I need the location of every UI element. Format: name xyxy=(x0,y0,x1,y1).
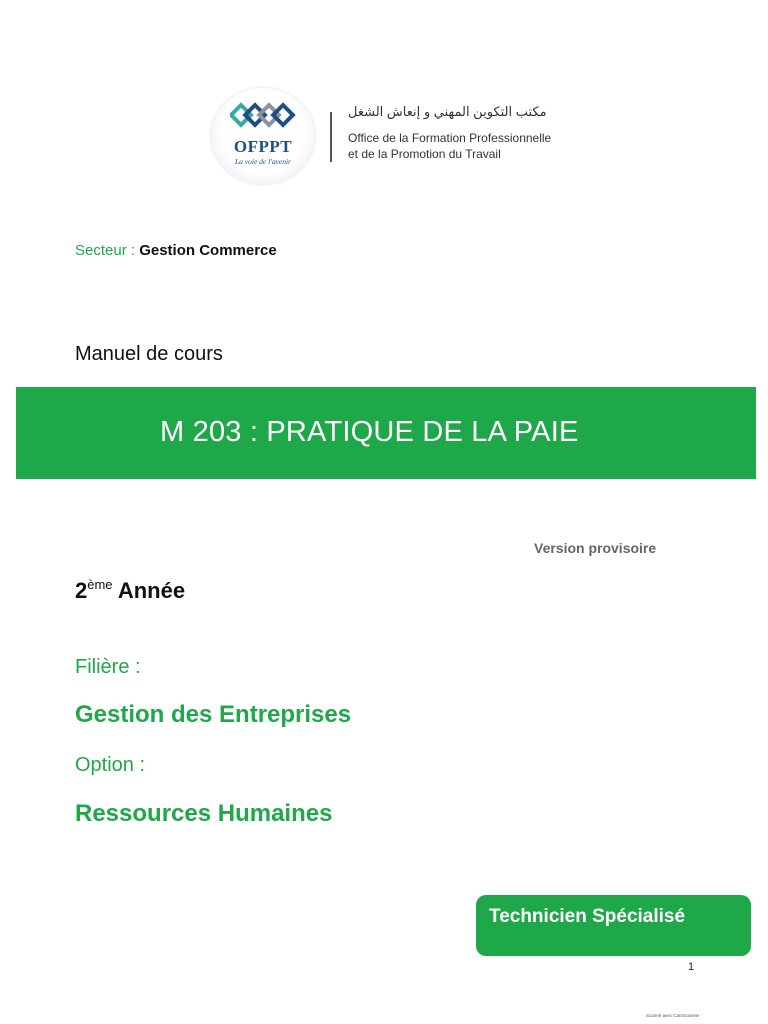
filiere-value: Gestion des Entreprises xyxy=(75,701,352,728)
year-suffix: ème xyxy=(87,577,113,592)
filiere-label: Filière : xyxy=(75,656,141,678)
ofppt-logo-icon xyxy=(230,100,296,134)
module-title: M 203 : PRATIQUE DE LA PAIE xyxy=(160,416,579,448)
secteur-label: Secteur : xyxy=(75,242,136,259)
option-value: Ressources Humaines xyxy=(75,800,333,827)
year-heading xyxy=(75,577,185,604)
logo-word: OFPPT xyxy=(233,137,293,156)
logo-tagline: La voie de l'avenir xyxy=(235,157,291,166)
year-number: 2 xyxy=(75,578,88,603)
year-word: Année xyxy=(117,578,186,603)
option-label: Option : xyxy=(75,754,146,776)
page-number: 1 xyxy=(688,961,695,973)
header-divider xyxy=(330,112,332,162)
level-badge-text: Technicien Spécialisé xyxy=(489,906,686,927)
secteur-line xyxy=(75,242,277,259)
org-name-line2: et de la Promotion du Travail xyxy=(348,147,501,161)
org-name-arabic: مكتب التكوين المهني و إنعاش الشغل xyxy=(348,104,547,119)
org-name-line1: Office de la Formation Professionnelle xyxy=(348,131,552,145)
secteur-value: Gestion Commerce xyxy=(139,242,277,259)
version-note: Version provisoire xyxy=(534,540,657,556)
manuel-label: Manuel de cours xyxy=(75,343,223,365)
scan-watermark: Scanné avec CamScanner xyxy=(646,1013,700,1018)
